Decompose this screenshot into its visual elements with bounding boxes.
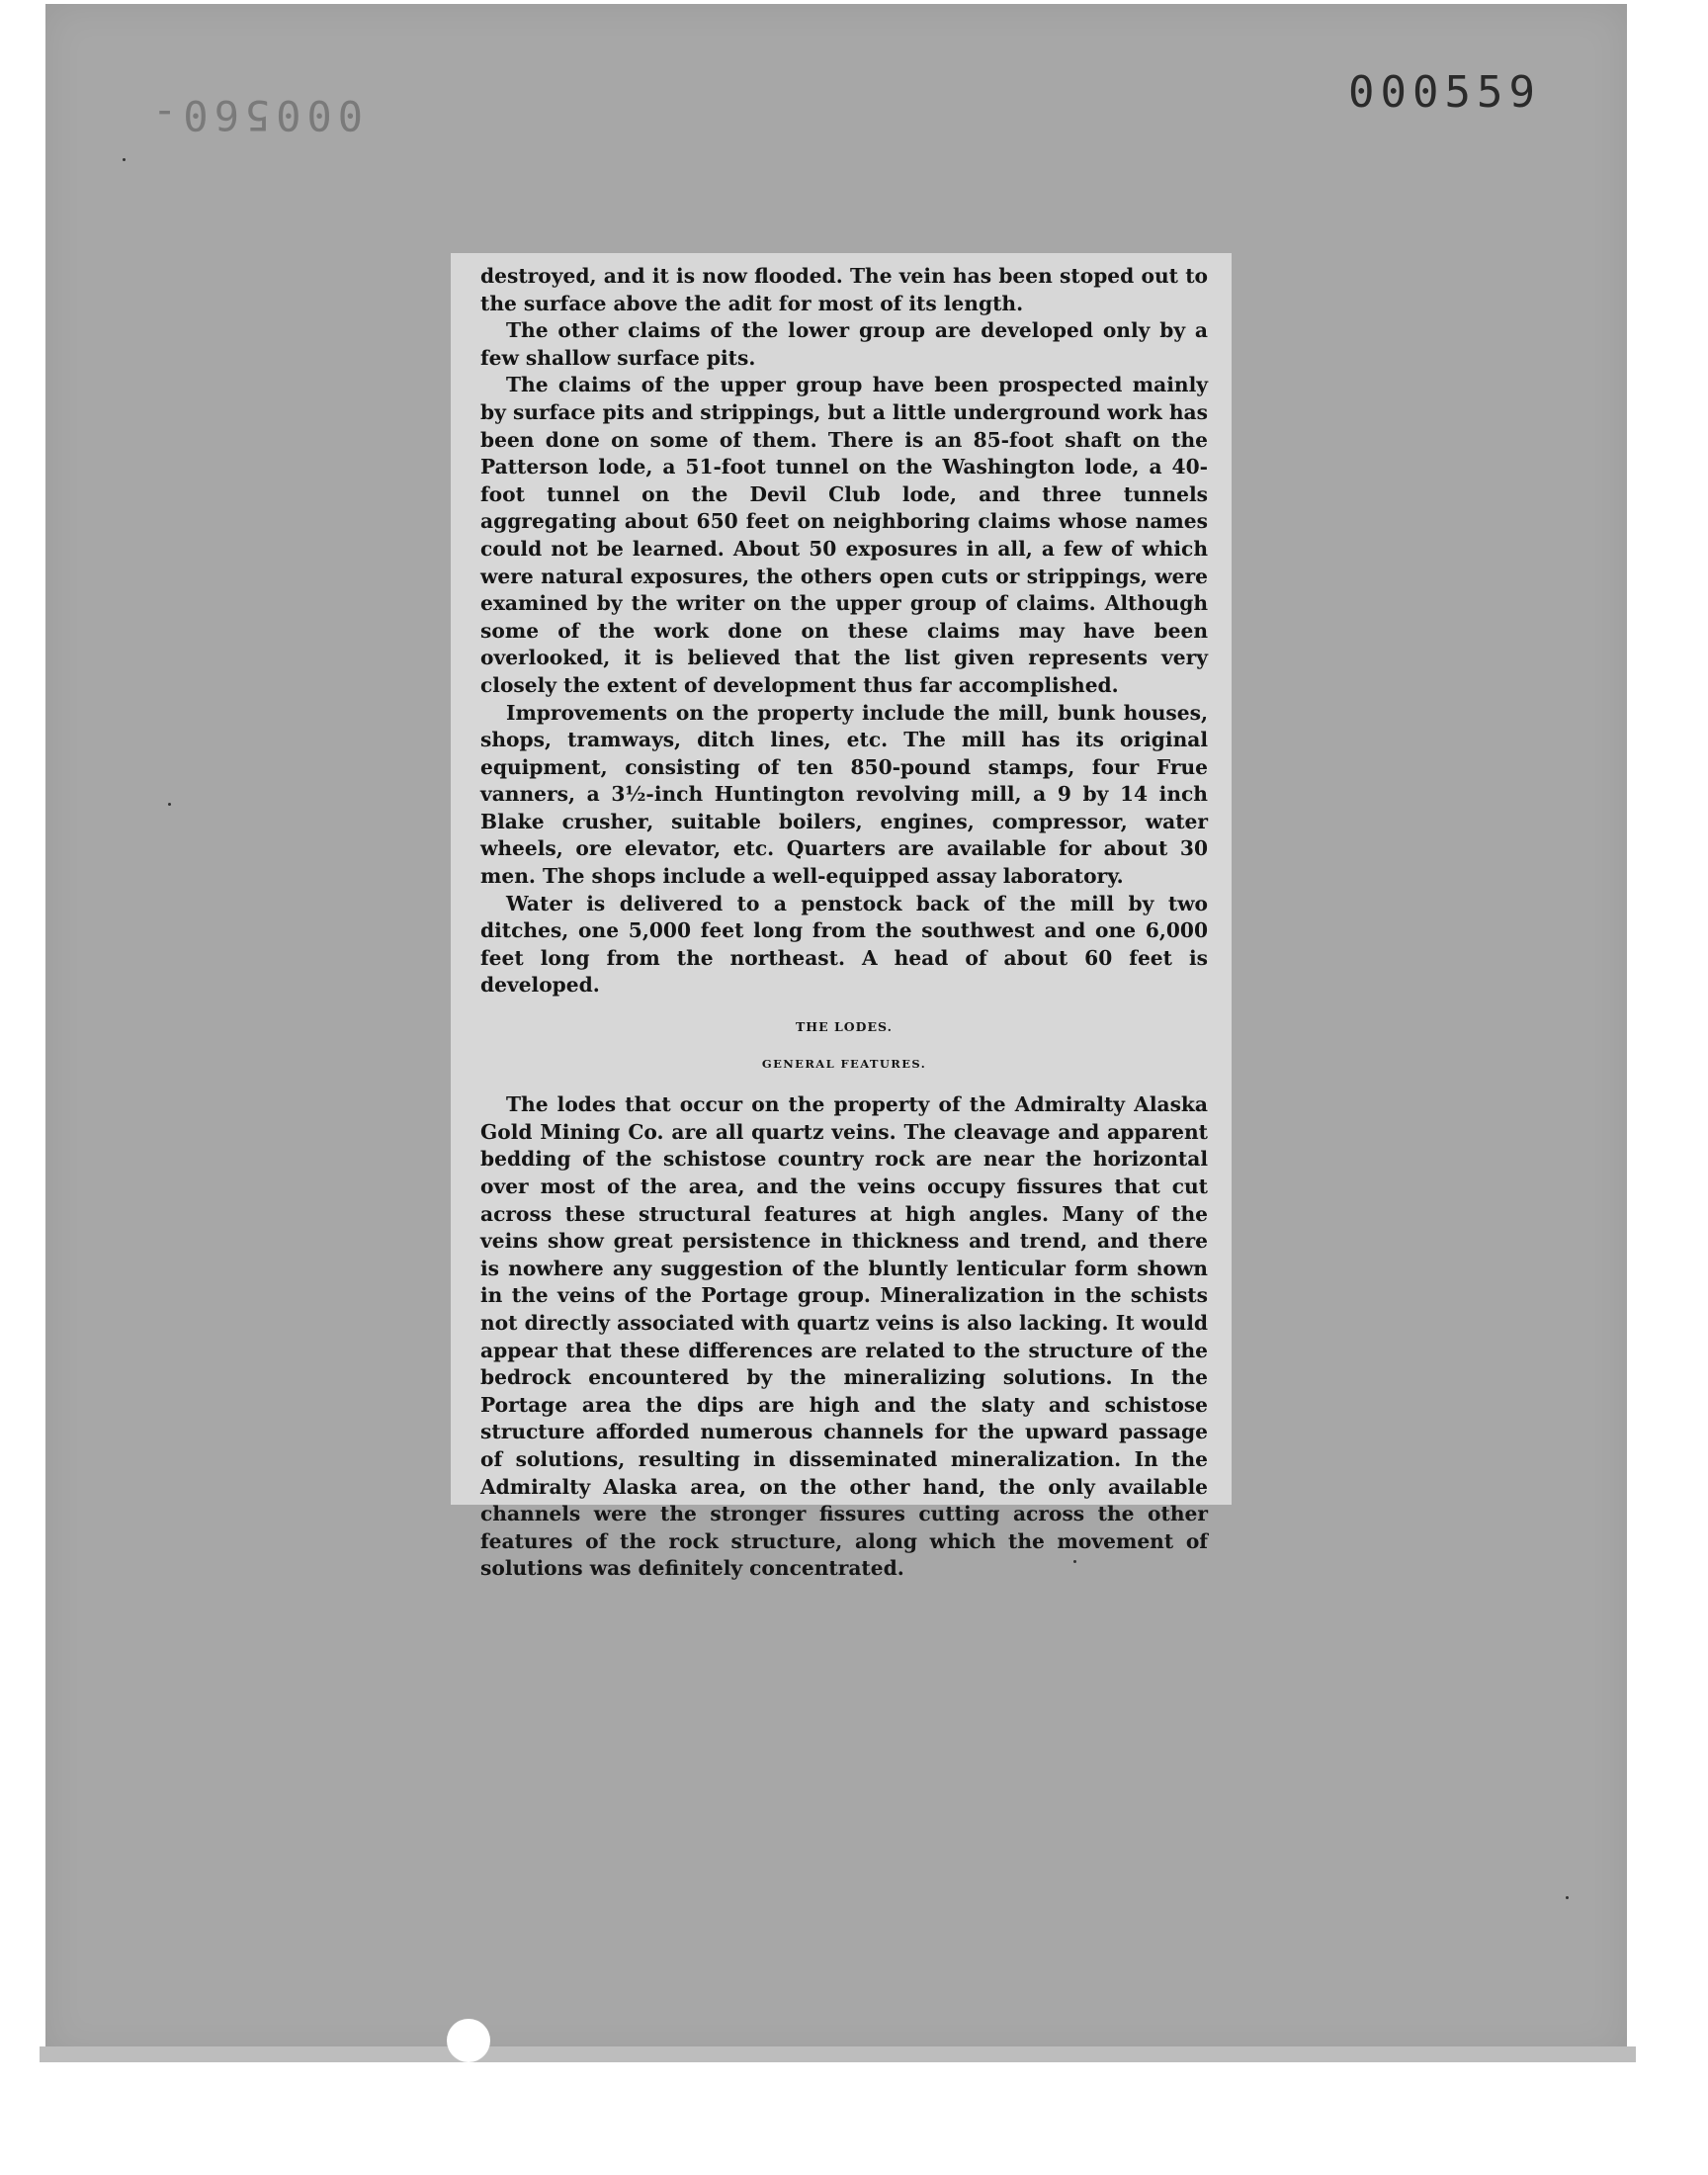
scan-speck [1566, 1896, 1569, 1899]
clipping-body [480, 263, 1208, 1583]
section-heading: THE LODES. [796, 1019, 893, 1035]
paragraph: The other claims of the lower group are developed only by a few shallow surface pits. [480, 318, 1208, 370]
text-clipping [451, 253, 1232, 1581]
paragraph: destroyed, and it is now flooded. The vein has been stoped out to the surface above the adit for most of its length. [480, 264, 1208, 315]
scan-speck [168, 803, 171, 806]
scan-speck [123, 158, 126, 161]
paragraph: Improvements on the property include the mill, bunk houses, shops, tramways, ditch lines, etc. The mill has its original equipment, consisting of ten 850-pound stamps, four Frue vanners, a 3½-inch Huntington revolving mill, a 9 by 14 inch Blake crusher, suitable boilers, engines, compressor, water wheels, ore elevator, etc. Quarters are available for about 30 men. The shops include a well-equipped assay laboratory. [480, 700, 1208, 889]
paragraph: The lodes that occur on the property of the Admiralty Alaska Gold Mining Co. are all quartz veins. The cleavage and apparent bedding of the schistose country rock are near the horizontal over most of the area, and the veins occupy fissures that cut across these structural features at high angles. Many of the veins show great persistence in thickness and trend, and there is nowhere any suggestion of the bluntly lenticular form shown in the veins of the Portage group. Mineralization in the schists not directly associated with quartz veins is also lacking. It would appear that these differences are related to the structure of the bedrock encountered by the mineralizing solutions. In the Portage area the dips are high and the slaty and schistose structure afforded numerous channels for the upward passage of solutions, resulting in disseminated mineralization. In the Admiralty Alaska area, on the other hand, the only available channels were the stronger fissures cutting across the other features of the rock structure, along which the movement of solutions was definitely concentrated. [480, 1092, 1208, 1581]
paragraph: The claims of the upper group have been prospected mainly by surface pits and strippings, but a little underground work has been done on some of them. There is an 85-foot shaft on the Patterson lode, a 51-foot tunnel on the Washington lode, a 40-foot tunnel on the Devil Club lode, and three tunnels aggregating about 650 feet on neighboring claims whose names could not be learned. About 50 exposures in all, a few of which were natural exposures, the others open cuts or strippings, were examined by the writer on the upper group of claims. Although some of the work done on these claims may have been overlooked, it is believed that the list given represents very closely the extent of development thus far accomplished. [480, 373, 1208, 697]
paragraph: Water is delivered to a penstock back of the mill by two ditches, one 5,000 feet long from the southwest and one 6,000 feet long from the northeast. A head of about 60 feet is developed. [480, 891, 1208, 998]
section-subheading: GENERAL FEATURES. [761, 1056, 927, 1071]
sheet-bottom-edge [40, 2046, 1636, 2062]
bleed-through-stamp: 000560- [146, 91, 364, 139]
page-number-stamp: 000559 [1348, 67, 1541, 118]
punch-hole [447, 2019, 490, 2062]
